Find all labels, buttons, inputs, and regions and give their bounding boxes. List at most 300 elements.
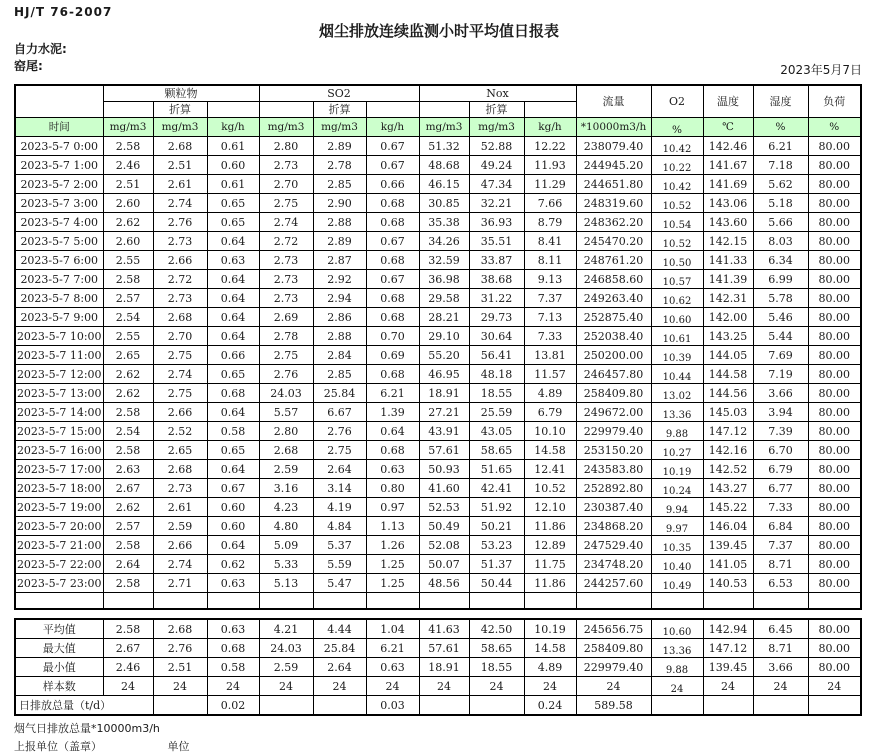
value-cell: 0.64 (207, 232, 259, 251)
value-cell: 10.52 (651, 194, 703, 213)
page-header (0, 0, 878, 84)
value-cell: 10.42 (651, 175, 703, 194)
value-cell: 0.66 (366, 175, 419, 194)
value-cell: 143.25 (703, 327, 753, 346)
value-cell: 5.13 (259, 574, 313, 593)
value-cell: 143.60 (703, 213, 753, 232)
time-cell: 2023-5-7 10:00 (15, 327, 103, 346)
unit-cell: kg/h (366, 118, 419, 137)
value-cell: 80.00 (808, 403, 861, 422)
value-cell: 41.60 (419, 479, 469, 498)
value-cell: 8.71 (753, 555, 808, 574)
value-cell: 2.73 (153, 479, 207, 498)
empty-cell (419, 593, 469, 610)
value-cell: 29.10 (419, 327, 469, 346)
value-cell: 6.70 (753, 441, 808, 460)
value-cell: 246457.80 (576, 365, 651, 384)
value-cell: 9.94 (651, 498, 703, 517)
value-cell: 2.68 (153, 137, 207, 156)
value-cell: 147.12 (703, 422, 753, 441)
empty-cell (703, 593, 753, 610)
value-cell: 29.58 (419, 289, 469, 308)
time-cell: 2023-5-7 19:00 (15, 498, 103, 517)
value-cell: 80.00 (808, 574, 861, 593)
value-cell: 0.61 (207, 137, 259, 156)
value-cell: 2.74 (153, 365, 207, 384)
value-cell: 0.60 (207, 498, 259, 517)
value-cell: 48.56 (419, 574, 469, 593)
value-cell: 7.19 (753, 365, 808, 384)
value-cell: 5.37 (313, 536, 366, 555)
value-cell: 10.19 (651, 460, 703, 479)
value-cell: 10.42 (651, 137, 703, 156)
summary-rows (15, 619, 861, 715)
value-cell: 0.68 (366, 441, 419, 460)
time-cell: 2023-5-7 6:00 (15, 251, 103, 270)
unit-cell: mg/m3 (153, 118, 207, 137)
summary-cell: 24 (576, 677, 651, 696)
value-cell: 9.88 (651, 422, 703, 441)
value-cell: 4.84 (313, 517, 366, 536)
value-cell: 248319.60 (576, 194, 651, 213)
table-row (15, 384, 861, 403)
value-cell: 141.67 (703, 156, 753, 175)
value-cell: 2.66 (153, 403, 207, 422)
value-cell: 2.57 (103, 517, 153, 536)
empty-cell (313, 593, 366, 610)
summary-cell: 0.63 (207, 619, 259, 639)
summary-cell: 25.84 (313, 639, 366, 658)
table-row (15, 251, 861, 270)
value-cell: 2.65 (153, 441, 207, 460)
value-cell: 2.54 (103, 422, 153, 441)
units-row (15, 118, 861, 137)
value-cell: 245470.20 (576, 232, 651, 251)
hourly-rows (15, 137, 861, 610)
value-cell: 6.34 (753, 251, 808, 270)
value-cell: 11.86 (524, 574, 576, 593)
summary-label: 最小值 (15, 658, 103, 677)
empty-cell (259, 102, 313, 118)
value-cell: 2.59 (153, 517, 207, 536)
summary-cell: 2.67 (103, 639, 153, 658)
value-cell: 52.53 (419, 498, 469, 517)
unit-cell: kg/h (524, 118, 576, 137)
summary-cell (808, 696, 861, 716)
summary-cell (703, 696, 753, 716)
value-cell: 0.64 (207, 308, 259, 327)
value-cell: 0.58 (207, 422, 259, 441)
value-cell: 140.53 (703, 574, 753, 593)
empty-cell (103, 593, 153, 610)
value-cell: 2.85 (313, 365, 366, 384)
time-cell: 2023-5-7 9:00 (15, 308, 103, 327)
value-cell: 0.68 (366, 365, 419, 384)
value-cell: 252892.80 (576, 479, 651, 498)
value-cell: 10.52 (524, 479, 576, 498)
empty-cell (753, 593, 808, 610)
value-cell: 2.58 (103, 137, 153, 156)
value-cell: 0.60 (207, 517, 259, 536)
summary-cell (419, 696, 469, 716)
time-cell: 2023-5-7 22:00 (15, 555, 103, 574)
value-cell: 234748.20 (576, 555, 651, 574)
value-cell: 244651.80 (576, 175, 651, 194)
value-cell: 0.70 (366, 327, 419, 346)
value-cell: 80.00 (808, 289, 861, 308)
summary-row (15, 696, 861, 716)
value-cell: 80.00 (808, 384, 861, 403)
value-cell: 1.25 (366, 555, 419, 574)
value-cell: 4.23 (259, 498, 313, 517)
value-cell: 2.64 (103, 555, 153, 574)
time-cell: 2023-5-7 2:00 (15, 175, 103, 194)
value-cell: 8.11 (524, 251, 576, 270)
value-cell: 0.65 (207, 365, 259, 384)
time-cell: 2023-5-7 4:00 (15, 213, 103, 232)
time-cell: 2023-5-7 21:00 (15, 536, 103, 555)
value-cell: 2.75 (259, 346, 313, 365)
value-cell: 6.21 (366, 384, 419, 403)
value-cell: 6.79 (753, 460, 808, 479)
summary-cell: 6.21 (366, 639, 419, 658)
value-cell: 5.09 (259, 536, 313, 555)
table-row (15, 460, 861, 479)
value-cell: 2.51 (103, 175, 153, 194)
time-cell: 2023-5-7 16:00 (15, 441, 103, 460)
value-cell: 0.68 (366, 213, 419, 232)
value-cell: 3.94 (753, 403, 808, 422)
value-cell: 80.00 (808, 327, 861, 346)
value-cell: 58.65 (469, 441, 524, 460)
blank-row (15, 593, 861, 610)
summary-cell: 589.58 (576, 696, 651, 716)
value-cell: 18.55 (469, 384, 524, 403)
summary-cell: 24.03 (259, 639, 313, 658)
summary-label: 样本数 (15, 677, 103, 696)
table-row (15, 479, 861, 498)
value-cell: 2.80 (259, 137, 313, 156)
value-cell: 2.76 (153, 213, 207, 232)
value-cell: 36.98 (419, 270, 469, 289)
summary-row (15, 619, 861, 639)
value-cell: 246858.60 (576, 270, 651, 289)
table-row (15, 536, 861, 555)
value-cell: 9.97 (651, 517, 703, 536)
value-cell: 2.70 (153, 327, 207, 346)
summary-cell: 24 (103, 677, 153, 696)
value-cell: 0.67 (366, 232, 419, 251)
empty-cell (207, 102, 259, 118)
value-cell: 1.25 (366, 574, 419, 593)
time-cell: 2023-5-7 1:00 (15, 156, 103, 175)
summary-cell: 24 (703, 677, 753, 696)
value-cell: 8.41 (524, 232, 576, 251)
value-cell: 2.76 (259, 365, 313, 384)
value-cell: 0.68 (366, 308, 419, 327)
summary-label: 平均值 (15, 619, 103, 639)
value-cell: 2.62 (103, 384, 153, 403)
value-cell: 51.32 (419, 137, 469, 156)
value-cell: 12.10 (524, 498, 576, 517)
value-cell: 0.68 (366, 289, 419, 308)
pm-converted-label: 折算 (153, 102, 207, 118)
value-cell: 11.29 (524, 175, 576, 194)
summary-cell: 42.50 (469, 619, 524, 639)
value-cell: 80.00 (808, 441, 861, 460)
summary-cell: 80.00 (808, 658, 861, 677)
summary-cell (753, 696, 808, 716)
table-row (15, 574, 861, 593)
group-header-temperature: 温度 (703, 85, 753, 118)
value-cell: 2.87 (313, 251, 366, 270)
value-cell: 5.44 (753, 327, 808, 346)
time-cell: 2023-5-7 17:00 (15, 460, 103, 479)
value-cell: 2.85 (313, 175, 366, 194)
value-cell: 5.33 (259, 555, 313, 574)
value-cell: 252875.40 (576, 308, 651, 327)
value-cell: 46.95 (419, 365, 469, 384)
value-cell: 11.75 (524, 555, 576, 574)
value-cell: 80.00 (808, 536, 861, 555)
time-cell: 2023-5-7 3:00 (15, 194, 103, 213)
value-cell: 50.21 (469, 517, 524, 536)
value-cell: 244945.20 (576, 156, 651, 175)
value-cell: 42.41 (469, 479, 524, 498)
value-cell: 2.59 (259, 460, 313, 479)
value-cell: 13.02 (651, 384, 703, 403)
value-cell: 10.57 (651, 270, 703, 289)
value-cell: 243583.80 (576, 460, 651, 479)
value-cell: 10.24 (651, 479, 703, 498)
value-cell: 48.18 (469, 365, 524, 384)
value-cell: 11.57 (524, 365, 576, 384)
value-cell: 142.16 (703, 441, 753, 460)
value-cell: 144.58 (703, 365, 753, 384)
table-row (15, 232, 861, 251)
value-cell: 5.59 (313, 555, 366, 574)
unit-cell: ℃ (703, 118, 753, 137)
summary-cell: 2.76 (153, 639, 207, 658)
value-cell: 0.64 (366, 422, 419, 441)
value-cell: 0.67 (366, 137, 419, 156)
value-cell: 2.94 (313, 289, 366, 308)
unit-label: 单位 (167, 740, 190, 753)
value-cell: 5.18 (753, 194, 808, 213)
value-cell: 0.69 (366, 346, 419, 365)
unit-cell: mg/m3 (103, 118, 153, 137)
summary-cell: 2.58 (103, 619, 153, 639)
value-cell: 0.63 (207, 574, 259, 593)
summary-cell (153, 696, 207, 716)
value-cell: 18.91 (419, 384, 469, 403)
value-cell: 7.37 (753, 536, 808, 555)
value-cell: 35.38 (419, 213, 469, 232)
table-row (15, 498, 861, 517)
value-cell: 2.58 (103, 536, 153, 555)
value-cell: 2.46 (103, 156, 153, 175)
value-cell: 3.66 (753, 384, 808, 403)
value-cell: 6.21 (753, 137, 808, 156)
value-cell: 32.59 (419, 251, 469, 270)
summary-cell: 2.59 (259, 658, 313, 677)
unit-cell: mg/m3 (469, 118, 524, 137)
summary-cell: 4.89 (524, 658, 576, 677)
value-cell: 6.99 (753, 270, 808, 289)
summary-cell: 2.51 (153, 658, 207, 677)
value-cell: 52.08 (419, 536, 469, 555)
value-cell: 139.45 (703, 536, 753, 555)
value-cell: 80.00 (808, 194, 861, 213)
value-cell: 5.62 (753, 175, 808, 194)
value-cell: 4.80 (259, 517, 313, 536)
value-cell: 2.57 (103, 289, 153, 308)
time-cell: 2023-5-7 18:00 (15, 479, 103, 498)
value-cell: 1.39 (366, 403, 419, 422)
hourly-report-table (14, 84, 862, 610)
value-cell: 229979.40 (576, 422, 651, 441)
summary-row (15, 658, 861, 677)
time-cell: 2023-5-7 23:00 (15, 574, 103, 593)
table-row (15, 289, 861, 308)
value-cell: 10.44 (651, 365, 703, 384)
value-cell: 2.58 (103, 270, 153, 289)
summary-row (15, 639, 861, 658)
value-cell: 0.62 (207, 555, 259, 574)
value-cell: 142.00 (703, 308, 753, 327)
so2-converted-label: 折算 (313, 102, 366, 118)
summary-cell: 2.68 (153, 619, 207, 639)
value-cell: 10.61 (651, 327, 703, 346)
value-cell: 53.23 (469, 536, 524, 555)
value-cell: 10.60 (651, 308, 703, 327)
group-header-nox: Nox (419, 85, 576, 102)
group-header-load: 负荷 (808, 85, 861, 118)
value-cell: 34.26 (419, 232, 469, 251)
summary-cell (651, 696, 703, 716)
group-header-row (15, 85, 861, 102)
value-cell: 10.22 (651, 156, 703, 175)
value-cell: 51.37 (469, 555, 524, 574)
value-cell: 2.73 (259, 289, 313, 308)
value-cell: 10.50 (651, 251, 703, 270)
value-cell: 13.81 (524, 346, 576, 365)
value-cell: 80.00 (808, 232, 861, 251)
empty-cell (576, 593, 651, 610)
value-cell: 141.69 (703, 175, 753, 194)
summary-cell: 13.36 (651, 639, 703, 658)
unit-cell: mg/m3 (259, 118, 313, 137)
value-cell: 2.73 (259, 270, 313, 289)
value-cell: 7.13 (524, 308, 576, 327)
value-cell: 4.19 (313, 498, 366, 517)
summary-cell: 24 (808, 677, 861, 696)
value-cell: 234868.20 (576, 517, 651, 536)
value-cell: 144.05 (703, 346, 753, 365)
table-row (15, 422, 861, 441)
value-cell: 80.00 (808, 346, 861, 365)
value-cell: 2.61 (153, 175, 207, 194)
value-cell: 2.65 (103, 346, 153, 365)
summary-cell: 0.03 (366, 696, 419, 716)
value-cell: 10.52 (651, 232, 703, 251)
value-cell: 2.75 (259, 194, 313, 213)
time-cell: 2023-5-7 7:00 (15, 270, 103, 289)
value-cell: 7.69 (753, 346, 808, 365)
empty-cell (15, 593, 103, 610)
empty-cell (366, 102, 419, 118)
summary-cell: 4.21 (259, 619, 313, 639)
summary-cell: 14.58 (524, 639, 576, 658)
value-cell: 43.05 (469, 422, 524, 441)
value-cell: 80.00 (808, 479, 861, 498)
summary-cell: 4.44 (313, 619, 366, 639)
summary-cell: 0.58 (207, 658, 259, 677)
value-cell: 50.49 (419, 517, 469, 536)
summary-cell: 18.55 (469, 658, 524, 677)
value-cell: 2.67 (103, 479, 153, 498)
value-cell: 2.74 (153, 194, 207, 213)
value-cell: 2.58 (103, 574, 153, 593)
table-row (15, 517, 861, 536)
value-cell: 0.67 (366, 156, 419, 175)
summary-cell: 24 (419, 677, 469, 696)
value-cell: 50.07 (419, 555, 469, 574)
summary-cell: 24 (651, 677, 703, 696)
value-cell: 0.68 (207, 384, 259, 403)
group-header-pm: 颗粒物 (103, 85, 259, 102)
summary-cell: 8.71 (753, 639, 808, 658)
unit-cell: mg/m3 (313, 118, 366, 137)
summary-cell: 24 (207, 677, 259, 696)
value-cell: 12.22 (524, 137, 576, 156)
summary-cell: 18.91 (419, 658, 469, 677)
value-cell: 0.68 (366, 251, 419, 270)
summary-cell: 24 (753, 677, 808, 696)
monitoring-location: 窑尾: (14, 59, 43, 73)
value-cell: 32.21 (469, 194, 524, 213)
value-cell: 24.03 (259, 384, 313, 403)
doc-code: HJ/T 76-2007 (14, 5, 113, 19)
time-cell: 2023-5-7 5:00 (15, 232, 103, 251)
value-cell: 2.60 (103, 194, 153, 213)
summary-cell (313, 696, 366, 716)
value-cell: 2.68 (153, 308, 207, 327)
value-cell: 146.04 (703, 517, 753, 536)
value-cell: 47.34 (469, 175, 524, 194)
summary-cell (469, 696, 524, 716)
summary-cell: 2.64 (313, 658, 366, 677)
group-header-so2: SO2 (259, 85, 419, 102)
value-cell: 2.68 (153, 460, 207, 479)
table-row (15, 308, 861, 327)
value-cell: 2.88 (313, 327, 366, 346)
value-cell: 27.21 (419, 403, 469, 422)
value-cell: 36.93 (469, 213, 524, 232)
value-cell: 252038.40 (576, 327, 651, 346)
summary-cell: 9.88 (651, 658, 703, 677)
value-cell: 28.21 (419, 308, 469, 327)
value-cell: 0.60 (207, 156, 259, 175)
value-cell: 0.64 (207, 270, 259, 289)
group-header-flow: 流量 (576, 85, 651, 118)
value-cell: 4.89 (524, 384, 576, 403)
value-cell: 52.88 (469, 137, 524, 156)
value-cell: 230387.40 (576, 498, 651, 517)
value-cell: 2.84 (313, 346, 366, 365)
table-row (15, 403, 861, 422)
value-cell: 2.86 (313, 308, 366, 327)
